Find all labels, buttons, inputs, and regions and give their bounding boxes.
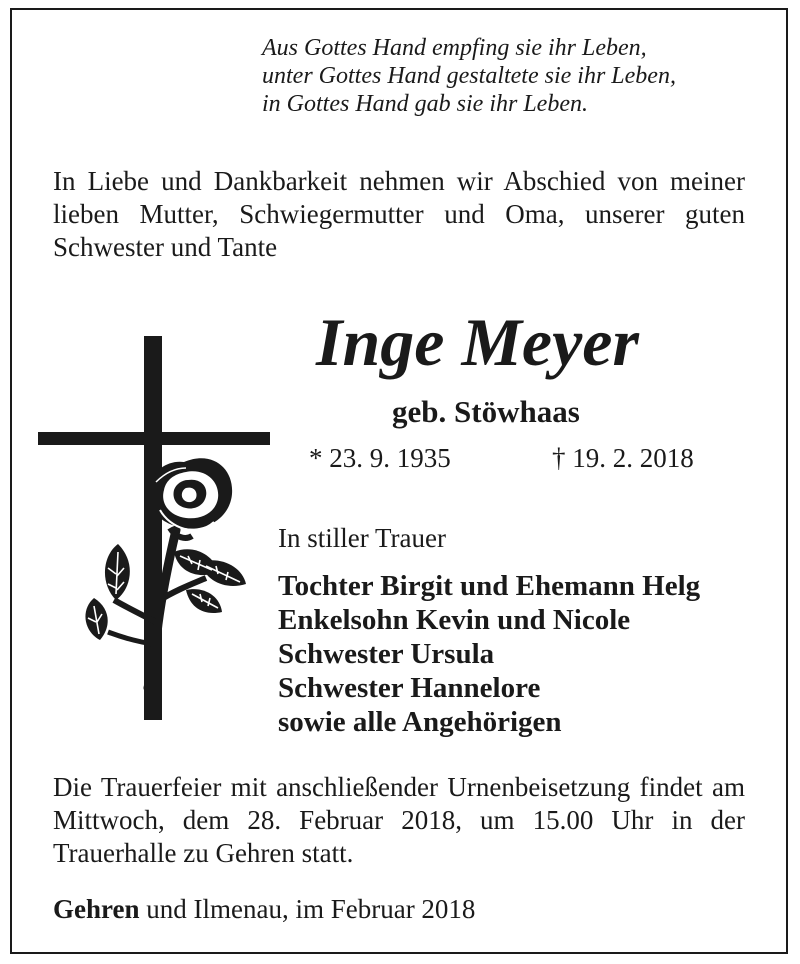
closing-place: Gehren <box>53 894 140 924</box>
closing-line <box>53 893 475 925</box>
mourner-line: Tochter Birgit und Ehemann Helg <box>278 570 701 602</box>
mourners-list <box>278 569 700 739</box>
closing-rest: und Ilmenau, im Februar 2018 <box>139 894 476 924</box>
poem-line-1: Aus Gottes Hand empfing sie ihr Leben, <box>262 35 647 61</box>
funeral-info: Die Trauerfeier mit anschließender Urnenbeisetzung findet am Mittwoch, dem 28. Februar 2018, um 15.00 Uhr in der Trauerhalle zu Gehren statt. <box>53 772 745 868</box>
poem-line-3: in Gottes Hand gab sie ihr Leben. <box>262 91 588 117</box>
mourner-line: Schwester Ursula <box>278 638 495 670</box>
cross-with-rose-icon <box>36 332 272 724</box>
mourning-intro: In stiller Trauer <box>278 523 446 553</box>
poem <box>262 34 676 118</box>
maiden-name: geb. Stöwhaas <box>392 394 580 429</box>
deceased-name: Inge Meyer <box>316 304 639 380</box>
mourner-line: sowie alle Angehörigen <box>278 706 562 738</box>
mourner-line: Schwester Hannelore <box>278 672 541 704</box>
intro-text: In Liebe und Dankbarkeit nehmen wir Abschied von meiner lieben Mutter, Schwiegermutter und Oma, unserer guten Schwester und Tante <box>53 166 745 262</box>
death-date: † 19. 2. 2018 <box>552 443 694 473</box>
birth-date: * 23. 9. 1935 <box>309 443 451 473</box>
mourner-line: Enkelsohn Kevin und Nicole <box>278 604 631 636</box>
poem-line-2: unter Gottes Hand gestaltete sie ihr Leben, <box>262 63 676 89</box>
